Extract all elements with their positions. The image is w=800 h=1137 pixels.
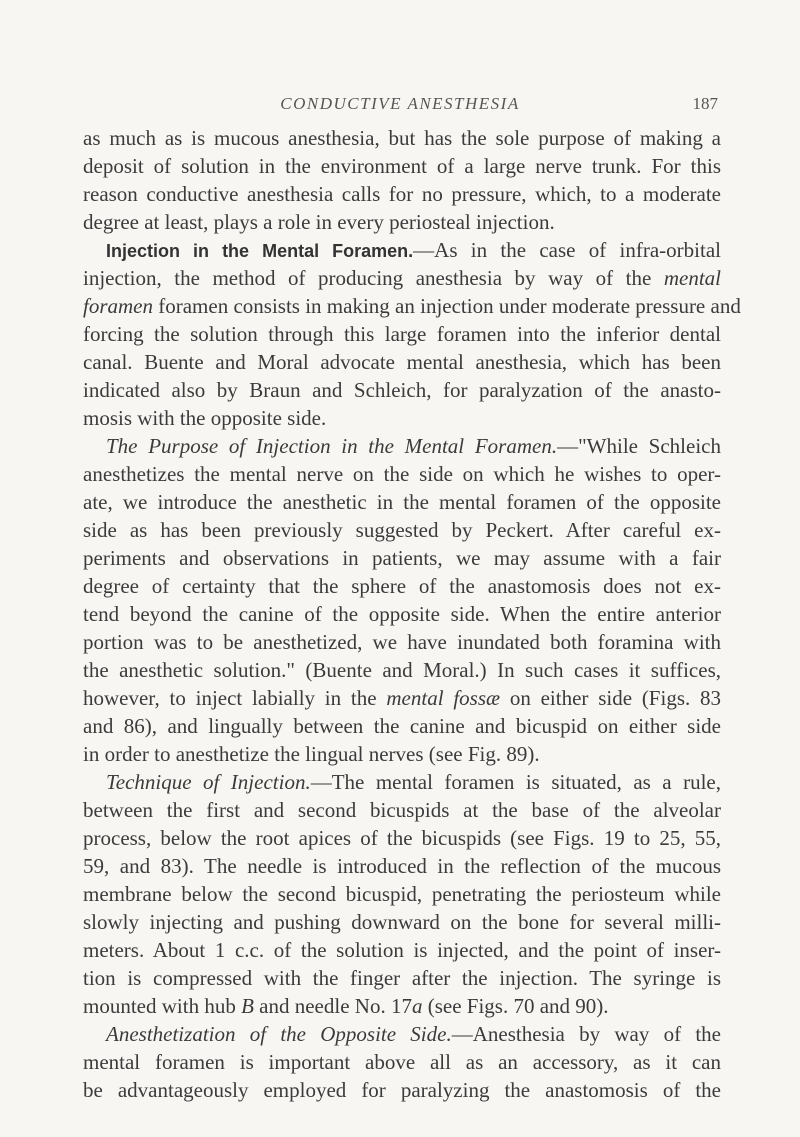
text-line: tend beyond the canine of the opposite side. When the entire anterior [83,602,721,626]
text-run: injection, the method of producing anesthesia by way of the [83,266,652,290]
text-line: canal. Buente and Moral advocate mental anesthesia, which has been [83,350,721,374]
text-line: 59, and 83). The needle is introduced in the reflection of the mucous [83,854,721,878]
text-line: meters. About 1 c.c. of the solution is injected, and the point of inser- [83,938,721,962]
text-line [83,432,721,460]
text-line: reason conductive anesthesia calls for no pressure, which, to a moderate [83,182,721,206]
text-run: mounted with hub [83,994,236,1018]
italic-term: foramen [83,294,153,318]
subsection-heading-technique: Technique of Injection. [106,770,311,794]
text-line: deposit of solution in the environment of a large nerve trunk. For this [83,154,721,178]
section-heading-mental-foramen: Injection in the Mental Foramen. [106,241,414,261]
text-run: however, to inject labially in the [83,686,377,710]
text-line: and 86), and lingually between the canine and bicuspid on either side [83,714,721,738]
text-run: on either side (Figs. 83 [509,686,722,710]
subsection-heading-purpose: The Purpose of Injection in the Mental Foramen. [106,434,558,458]
text-line [83,292,741,320]
text-line: process, below the root apices of the bicuspids (see Figs. 19 to 25, 55, [83,826,721,850]
page-number: 187 [692,94,718,113]
text-line: membrane below the second bicuspid, penetrating the periosteum while [83,882,721,906]
text-line: mosis with the opposite side. [83,406,327,430]
text-run: (see Figs. 70 and 90). [427,994,609,1018]
text-line: degree of certainty that the sphere of the anastomosis does not ex- [83,574,721,598]
text-run: —As in the case of infra-orbital [413,238,721,262]
text-line [83,264,721,292]
italic-term: mental fossæ [386,686,501,710]
text-line [83,768,721,796]
text-line: degree at least, plays a role in every periosteal injection. [83,210,555,234]
text-line: between the first and second bicuspids at the base of the alveolar [83,798,721,822]
text-line: periments and observations in patients, we may assume with a fair [83,546,721,570]
text-line: ate, we introduce the anesthetic in the mental foramen of the opposite [83,490,721,514]
italic-term: mental [663,266,722,290]
text-line [83,236,721,264]
text-run: and needle No. 17 [259,994,412,1018]
italic-term: B [241,994,254,1018]
text-line: portion was to be anesthetized, we have inundated both foramina with [83,630,721,654]
text-line: indicated also by Braun and Schleich, for paralyzation of the anasto- [83,378,721,402]
text-line [83,1020,721,1048]
text-line: in order to anesthetize the lingual nerves (see Fig. 89). [83,742,540,766]
text-run: —The mental foramen is situated, as a rule, [310,770,721,794]
text-line: as much as is mucous anesthesia, but has the sole purpose of making a [83,126,721,150]
subsection-heading-opposite-side: Anesthetization of the Opposite Side. [106,1022,452,1046]
italic-term: a [411,994,423,1018]
text-line: forcing the solution through this large foramen into the inferior dental [83,322,721,346]
text-line: be advantageously employed for paralyzing the anastomosis of the [83,1078,721,1102]
text-line: the anesthetic solution." (Buente and Moral.) In such cases it suffices, [83,658,721,682]
running-title: CONDUCTIVE ANESTHESIA [280,94,520,113]
text-run: foramen consists in making an injection under moderate pressure and [158,294,741,318]
running-head [0,94,800,118]
text-line [83,684,721,712]
text-line: mental foramen is important above all as an accessory, as it can [83,1050,721,1074]
text-run: —"While Schleich [557,434,721,458]
text-line [83,992,721,1020]
text-line: side as has been previously suggested by Peckert. After careful ex- [83,518,721,542]
text-run: —Anesthesia by way of the [451,1022,721,1046]
body-text [83,124,741,1104]
text-line: tion is compressed with the finger after the injection. The syringe is [83,966,721,990]
text-line: anesthetizes the mental nerve on the side on which he wishes to oper- [83,462,721,486]
text-line: slowly injecting and pushing downward on the bone for several milli- [83,910,721,934]
